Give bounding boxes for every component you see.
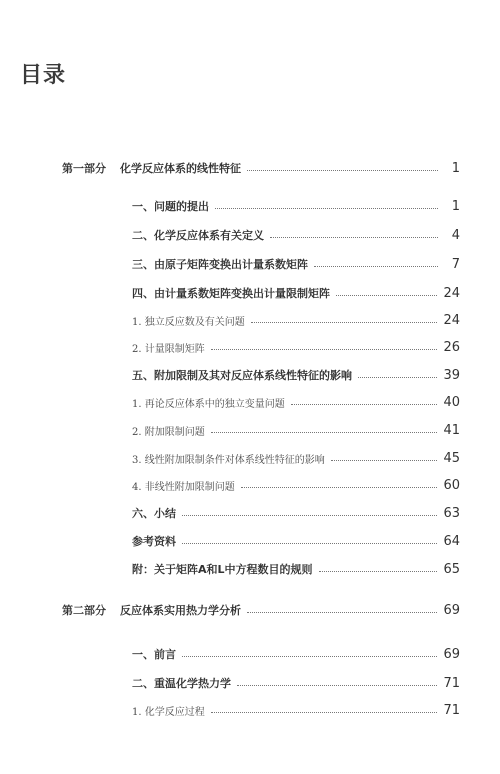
page-number: 69 <box>443 602 460 618</box>
leader-dots <box>182 656 437 657</box>
entry-label: 四、由计量系数矩阵变换出计量限制矩阵 <box>132 287 330 300</box>
toc-subentry[interactable] <box>132 476 460 494</box>
entry-label: 五、附加限制及其对反应体系线性特征的影响 <box>132 369 352 382</box>
toc-entry[interactable] <box>132 255 460 273</box>
page-number: 60 <box>443 477 460 493</box>
page-number: 69 <box>443 646 460 662</box>
page-number: 4 <box>451 227 460 243</box>
page-number: 26 <box>443 339 460 355</box>
leader-dots <box>314 266 438 267</box>
toc-entry[interactable] <box>132 560 460 578</box>
page-number: 71 <box>443 702 460 718</box>
page-number: 24 <box>443 312 460 328</box>
page-number: 65 <box>443 561 460 577</box>
part-1-label: 第一部分 <box>62 162 106 175</box>
entry-label: 附：关于矩阵A和L中方程数目的规则 <box>132 563 313 576</box>
entry-label: 一、问题的提出 <box>132 200 209 213</box>
page-number: 1 <box>451 198 460 214</box>
leader-dots <box>182 543 437 544</box>
leader-dots <box>331 460 438 461</box>
leader-dots <box>211 432 438 433</box>
entry-label: 3. 线性附加限制条件对体系线性特征的影响 <box>132 454 325 466</box>
page-number: 7 <box>451 256 460 272</box>
part-2-title: 反应体系实用热力学分析 <box>120 604 241 617</box>
page-number: 40 <box>443 394 460 410</box>
leader-dots <box>237 685 437 686</box>
part-1-title: 化学反应体系的线性特征 <box>120 162 241 175</box>
leader-dots <box>247 612 437 613</box>
leader-dots <box>251 322 438 323</box>
toc-subentry[interactable] <box>132 701 460 719</box>
entry-label: 六、小结 <box>132 507 176 520</box>
entry-label: 三、由原子矩阵变换出计量系数矩阵 <box>132 258 308 271</box>
leader-dots <box>270 237 438 238</box>
toc-entry[interactable] <box>132 674 460 692</box>
toc-subentry[interactable] <box>132 338 460 356</box>
entry-label: 4. 非线性附加限制问题 <box>132 481 235 493</box>
toc-entry[interactable] <box>132 226 460 244</box>
page-number: 41 <box>443 422 460 438</box>
leader-dots <box>291 404 438 405</box>
toc-entry[interactable] <box>132 197 460 215</box>
page-number: 45 <box>443 450 460 466</box>
entry-label: 二、重温化学热力学 <box>132 677 231 690</box>
entry-label: 1. 再论反应体系中的独立变量问题 <box>132 398 285 410</box>
toc-subentry[interactable] <box>132 311 460 329</box>
leader-dots <box>215 208 438 209</box>
page-title: 目录 <box>20 63 67 88</box>
entry-label: 1. 独立反应数及有关问题 <box>132 316 245 328</box>
entry-label: 1. 化学反应过程 <box>132 706 205 718</box>
entry-label: 参考资料 <box>132 535 176 548</box>
leader-dots <box>211 349 438 350</box>
toc-entry[interactable] <box>132 532 460 550</box>
leader-dots <box>182 515 437 516</box>
page-number: 24 <box>443 285 460 301</box>
page-number: 64 <box>443 533 460 549</box>
entry-label: 二、化学反应体系有关定义 <box>132 229 264 242</box>
entry-label: 2. 计量限制矩阵 <box>132 343 205 355</box>
leader-dots <box>211 712 438 713</box>
leader-dots <box>247 170 438 171</box>
toc-subentry[interactable] <box>132 421 460 439</box>
toc-subentry[interactable] <box>132 393 460 411</box>
part-2-label: 第二部分 <box>62 604 106 617</box>
toc-entry[interactable] <box>132 645 460 663</box>
toc-entry[interactable] <box>132 284 460 302</box>
page-number: 63 <box>443 505 460 521</box>
leader-dots <box>241 487 438 488</box>
toc-entry[interactable] <box>132 366 460 384</box>
page-number: 71 <box>443 675 460 691</box>
leader-dots <box>319 571 438 572</box>
entry-label: 一、前言 <box>132 648 176 661</box>
page-number: 39 <box>443 367 460 383</box>
leader-dots <box>336 295 437 296</box>
entry-label: 2. 附加限制问题 <box>132 426 205 438</box>
toc-entry[interactable] <box>132 504 460 522</box>
toc-subentry[interactable] <box>132 449 460 467</box>
toc-part-2[interactable] <box>62 601 460 619</box>
page-number: 1 <box>451 160 460 176</box>
leader-dots <box>358 377 437 378</box>
toc-part-1[interactable] <box>62 159 460 177</box>
